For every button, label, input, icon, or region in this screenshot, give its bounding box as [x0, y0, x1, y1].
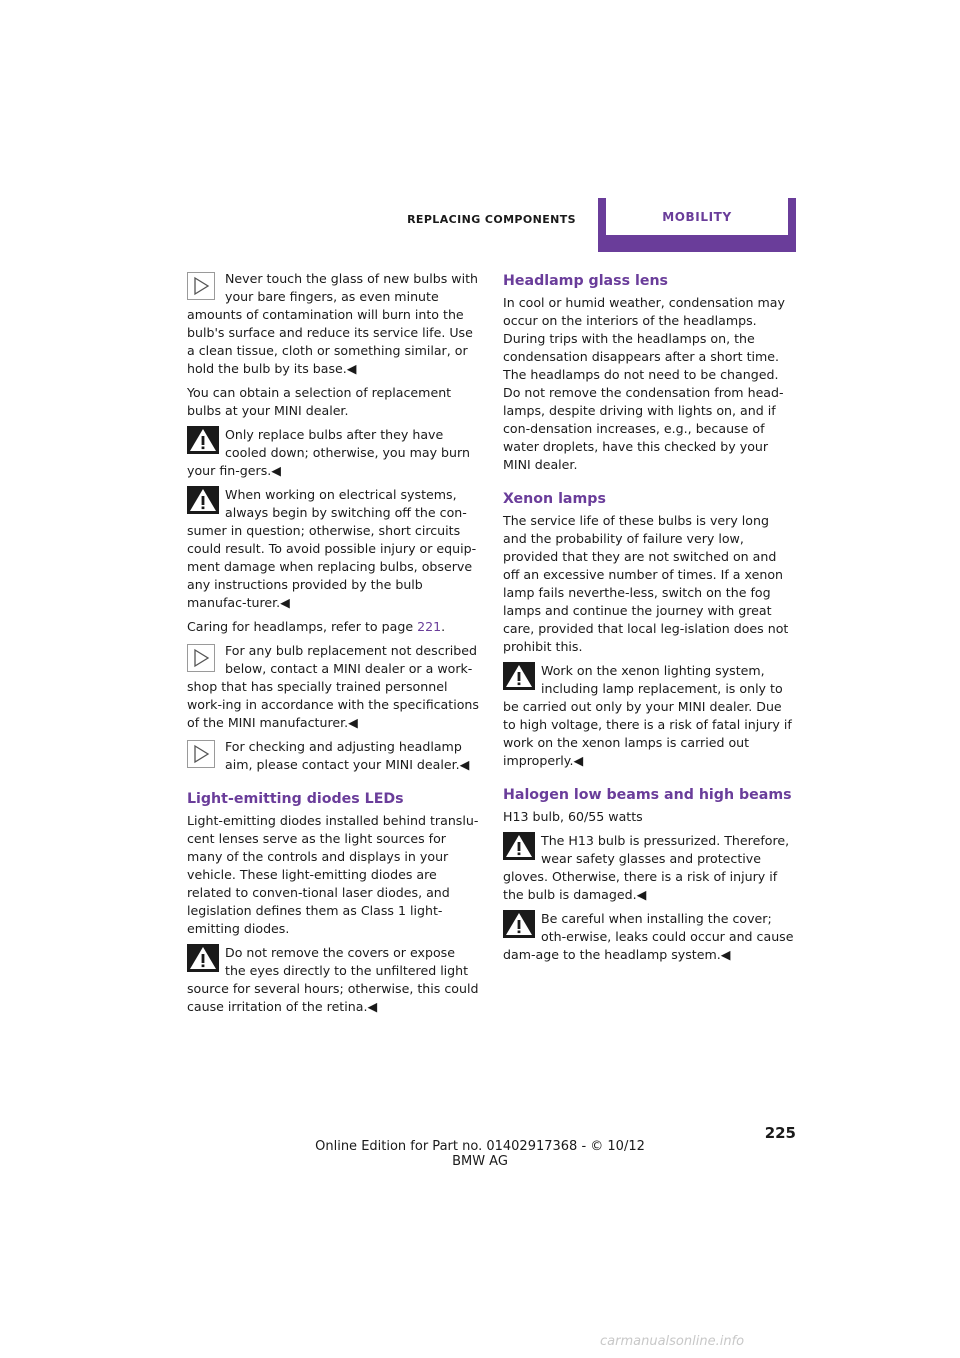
warning-cover-text: Be careful when installing the cover; oth-erwise, leaks could occur and cause dam-age to the headlamp system.◀ [503, 911, 794, 962]
warning-triangle-icon [503, 910, 535, 938]
warning-cooled-text: Only replace bulbs after they have cooled down; otherwise, you may burn your fin-gers.◀ [187, 427, 470, 478]
warning-led-text: Do not remove the covers or expose the eyes directly to the unfiltered light source for several hours; otherwise, this could cause irritation of the retina.◀ [187, 945, 479, 1014]
warning-triangle-icon [503, 662, 535, 690]
chapter-tab-label: MOBILITY [606, 198, 788, 235]
warning-led [187, 944, 479, 1016]
note-play-icon [187, 740, 215, 768]
note-play-icon [187, 644, 215, 672]
warning-triangle-icon [503, 832, 535, 860]
edition-footer: Online Edition for Part no. 01402917368 - © 10/12 BMW AG [315, 1139, 645, 1169]
note-aim-text: For checking and adjusting headlamp aim, please contact your MINI dealer.◀ [225, 739, 470, 772]
note-touch-text: Never touch the glass of new bulbs with your bare fingers, as even minute amounts of contamination will burn into the bulb's surface and reduce its service life. Use a clean tissue, cloth or something similar, or hold the bulb by its base.◀ [187, 271, 479, 376]
left-column [187, 270, 479, 1022]
note-bulb-replacement [187, 642, 479, 732]
para-glass-2: Do not remove the condensation from head-lamps, despite driving with lights on, and if con-densation increases, e.g., because of water droplets, have this checked by your MINI dealer. [503, 385, 784, 472]
warning-cover [503, 910, 795, 964]
section-title: REPLACING COMPONENTS [407, 213, 576, 226]
para-led: Light-emitting diodes installed behind translu-cent lenses serve as the light sources for many of the controls and displays in your vehicle. These light-emitting diodes are related to conven-tional laser diodes, and legislation defines them as Class 1 light-emitting diodes. [187, 813, 479, 936]
caring-suffix: . [441, 619, 446, 634]
watermark: carmanualsonline.info [600, 1334, 745, 1349]
warning-triangle-icon [187, 486, 219, 514]
chapter-tab [598, 198, 796, 252]
warning-xenon [503, 662, 795, 770]
warning-h13-text: The H13 bulb is pressurized. Therefore, wear safety glasses and protective gloves. Otherwise, there is a risk of injury if the bulb is damaged.◀ [503, 833, 790, 902]
note-play-icon [187, 272, 215, 300]
note-touch-glass [187, 270, 479, 378]
caring-page-link[interactable]: 221 [417, 619, 442, 634]
note-headlamp-aim [187, 738, 479, 774]
para-glass-1: In cool or humid weather, condensation may occur on the interiors of the headlamps. During trips with the headlamps on, the condensation disappears after a short time. The headlamps do not need to be changed. [503, 295, 785, 382]
warning-triangle-icon [187, 944, 219, 972]
para-caring [187, 618, 479, 636]
heading-glass-lens: Headlamp glass lens [503, 273, 668, 289]
warning-electrical [187, 486, 479, 612]
para-xenon: The service life of these bulbs is very long and the probability of failure very low, provided that they are not switched on and off an excessive number of times. If a xenon lamp fails neverthe-less, switch on the fog lamps and continue the journey with great care, provided that local leg-islation does not prohibit this. [503, 513, 789, 654]
warning-xenon-text: Work on the xenon lighting system, including lamp replacement, is only to be carried out only by your MINI dealer. Due to high voltage, there is a risk of fatal injury if work on the xenon lamps is carried out improperly.◀ [503, 663, 792, 768]
para-dealer: You can obtain a selection of replacement bulbs at your MINI dealer. [187, 385, 452, 418]
heading-xenon: Xenon lamps [503, 491, 606, 507]
warning-electrical-text: When working on electrical systems, always begin by switching off the con-sumer in question; otherwise, short circuits could result. To avoid possible injury or equip-ment damage when replacing bulbs, observe any instructions provided by the bulb manufac-turer.◀ [187, 487, 477, 610]
page-number: 225 [764, 1124, 796, 1142]
note-bulb-text: For any bulb replacement not described below, contact a MINI dealer or a work-shop that has specially trained personnel work-ing in accordance with the specifications of the MINI manufacturer.◀ [187, 643, 479, 730]
heading-led: Light-emitting diodes LEDs [187, 791, 404, 807]
warning-triangle-icon [187, 426, 219, 454]
para-halogen: H13 bulb, 60/55 watts [503, 809, 643, 824]
caring-prefix: Caring for headlamps, refer to page [187, 619, 418, 634]
warning-cooled [187, 426, 479, 480]
right-column [503, 270, 795, 970]
heading-halogen: Halogen low beams and high beams [503, 787, 792, 803]
warning-h13 [503, 832, 795, 904]
